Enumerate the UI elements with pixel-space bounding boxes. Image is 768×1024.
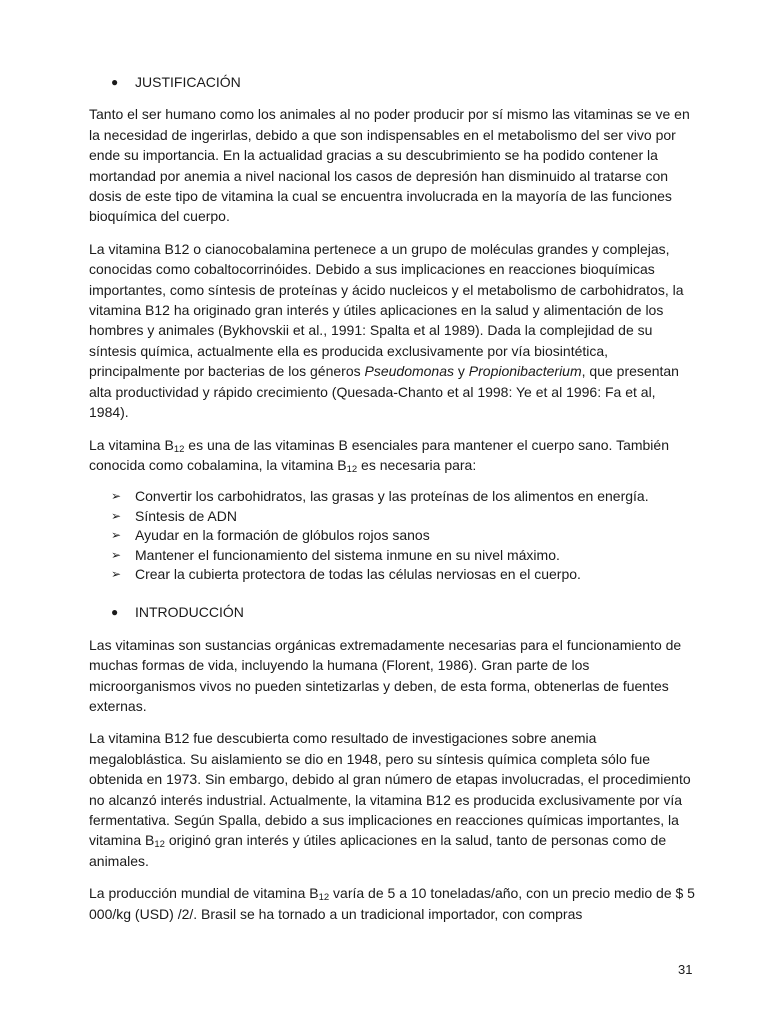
list-item-text: Síntesis de ADN [135,507,237,524]
paragraph [89,728,695,871]
list-item [89,565,695,584]
subscript: 12 [154,839,165,851]
genus-name: Propionibacterium [468,363,582,380]
paragraph-text: La producción mundial de vitamina B [89,885,319,902]
paragraph: Tanto el ser humano como los animales al no poder producir por sí mismo las vitaminas se ve en la necesidad de ingerirlas, debido a que son indispensables en el metabolismo del ser vivo por ende su importancia. En la actualidad gracias a su descubrimiento se ha podido contener la mortandad por anemia a nivel nacional los casos de depresión han disminuido al tratarse con dosis de este tipo de vitamina la cual se encuentra involucrada en la mayoría de las funciones bioquímica del cuerpo. [89,106,690,225]
list-item-text: Ayudar en la formación de glóbulos rojos sanos [135,527,430,544]
bullet-icon: ● [111,605,119,620]
list-item-text: Convertir los carbohidratos, las grasas y las proteínas de los alimentos en energía. [135,488,649,505]
list-item [89,487,695,506]
paragraph-text: originó gran interés y útiles aplicaciones en la salud, tanto de personas como de animales. [89,832,667,869]
paragraph [89,435,695,476]
arrow-bullet-icon: ➢ [111,547,122,562]
paragraph-text: es necesaria para: [357,456,477,473]
bullet-icon: ● [111,75,119,89]
paragraph-text: La vitamina B [89,436,174,453]
list-item-text: Crear la cubierta protectora de todas las células nerviosas en el cuerpo. [135,565,581,582]
list-item [89,546,695,565]
paragraph-text: La vitamina B12 o cianocobalamina pertenece a un grupo de moléculas grandes y complejas, conocidas como cobaltocorrinóides. Debido a sus implicaciones en reacciones bioquímicas importantes, como síntesis de proteínas y ácido nucleicos y el metabolismo de carbohidratos, la vitamina B12 ha originado gran interés y útiles aplicaciones en la salud y alimentación de los hombres y animales (Bykhovskii et al., 1991: Spalta et al 1989). Dada la complejidad de su síntesis química, actualmente ella es producida exclusivamente por vía biosintética, principalmente por bacterias de los géneros [89,240,684,380]
paragraph [89,239,695,423]
subscript: 12 [318,892,330,904]
heading-text: JUSTIFICACIÓN [135,74,241,90]
subscript: 12 [346,463,358,475]
arrow-bullet-icon: ➢ [111,489,122,504]
heading-text: INTRODUCCIÓN [135,604,244,621]
list-item [89,526,695,545]
list-item-text: Mantener el funcionamiento del sistema inmune en su nivel máximo. [135,546,560,563]
arrow-bullet-icon: ➢ [111,528,122,543]
paragraph-text: y [454,363,469,380]
paragraph: Las vitaminas son sustancias orgánicas extremadamente necesarias para el funcionamiento de muchas formas de vida, incluyendo la humana (Florent, 1986). Gran parte de los microorganismos vivos no pueden sintetizarlas y deben, de esta forma, obtenerlas de fuentes externas. [89,636,682,714]
page-number: 31 [678,962,693,977]
section-heading-introduccion [89,602,695,622]
genus-name: Pseudomonas [364,363,455,380]
section-heading-justificacion [89,72,695,92]
paragraph-text: es una de las vitaminas B esenciales para mantener el cuerpo sano. También conocida como cobalamina, la vitamina B [89,436,669,473]
subscript: 12 [173,443,185,455]
list-item [89,507,695,526]
paragraph-text: varía de 5 a 10 toneladas/año, con un precio medio de $ 5 000/kg (USD) /2/. Brasil se ha tornado a un tradicional importador, con compras [89,885,695,922]
paragraph-text: , que presentan alta productividad y rápido crecimiento (Quesada-Chanto et al 1998: Ye et al 1996: Fa et al, 1984). [89,363,679,421]
arrow-bullet-icon: ➢ [111,508,122,523]
arrow-bullet-icon: ➢ [111,566,122,581]
benefits-list [89,487,695,584]
document-page [89,72,695,936]
paragraph-text: La vitamina B12 fue descubierta como resultado de investigaciones sobre anemia megaloblástica. Su aislamiento se dio en 1948, pero su síntesis química completa sólo fue obtenida en 1973. Sin embargo, debido al gran número de etapas involucradas, el procedimiento no alcanzó interés industrial. Actualmente, la vitamina B12 es producida exclusivamente por vía fermentativa. Según Spalla, debido a sus implicaciones en reacciones químicas importantes, la vitamina B [89,730,691,849]
paragraph [89,883,695,924]
